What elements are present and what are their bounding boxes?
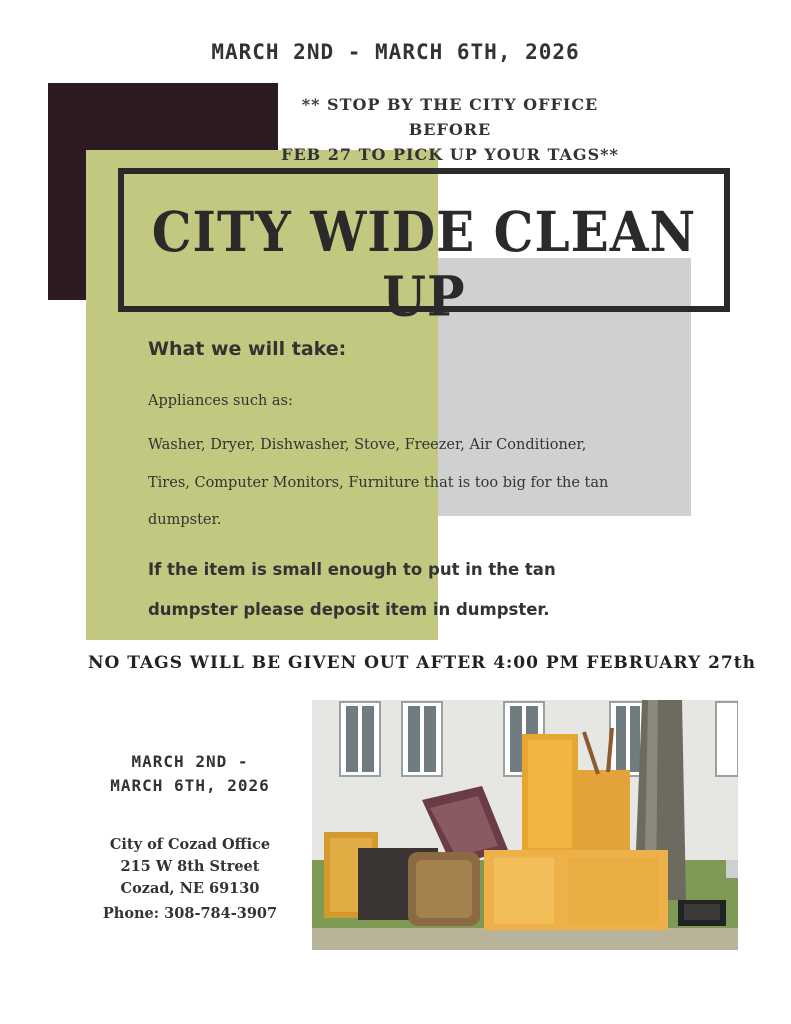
footer-date	[90, 750, 290, 798]
small-item-note-1: If the item is small enough to put in the tan	[148, 560, 556, 579]
office-address	[90, 834, 290, 900]
take-line-1: Appliances such as:	[148, 393, 293, 409]
tag-note-line-1: ** STOP BY THE CITY OFFICE BEFORE	[301, 95, 599, 139]
tag-note-line-2: FEB 27 TO PICK UP YOUR TAGS**	[281, 145, 619, 164]
take-heading: What we will take:	[148, 338, 347, 360]
office-phone: Phone: 308-784-3907	[102, 905, 278, 922]
event-date-header: MARCH 2ND - MARCH 6TH, 2026	[211, 40, 580, 64]
office-city: Cozad, NE 69130	[120, 880, 260, 897]
office-street: 215 W 8th Street	[120, 858, 260, 875]
take-line-4: dumpster.	[148, 512, 222, 528]
footer-date-line-2: MARCH 6TH, 2026	[110, 776, 270, 795]
page-title: CITY WIDE CLEAN UP	[151, 199, 697, 329]
tag-pickup-note	[280, 92, 620, 167]
footer-date-line-1: MARCH 2ND -	[131, 752, 249, 771]
small-item-note-2: dumpster please deposit item in dumpster.	[148, 600, 550, 619]
take-line-3: Tires, Computer Monitors, Furniture that is too big for the tan	[148, 475, 609, 491]
take-line-2: Washer, Dryer, Dishwasher, Stove, Freezer, Air Conditioner,	[148, 437, 587, 453]
deadline-notice: NO TAGS WILL BE GIVEN OUT AFTER 4:00 PM FEBRUARY 27th	[88, 653, 756, 673]
furniture-photo	[312, 700, 738, 950]
office-name: City of Cozad Office	[109, 836, 271, 853]
